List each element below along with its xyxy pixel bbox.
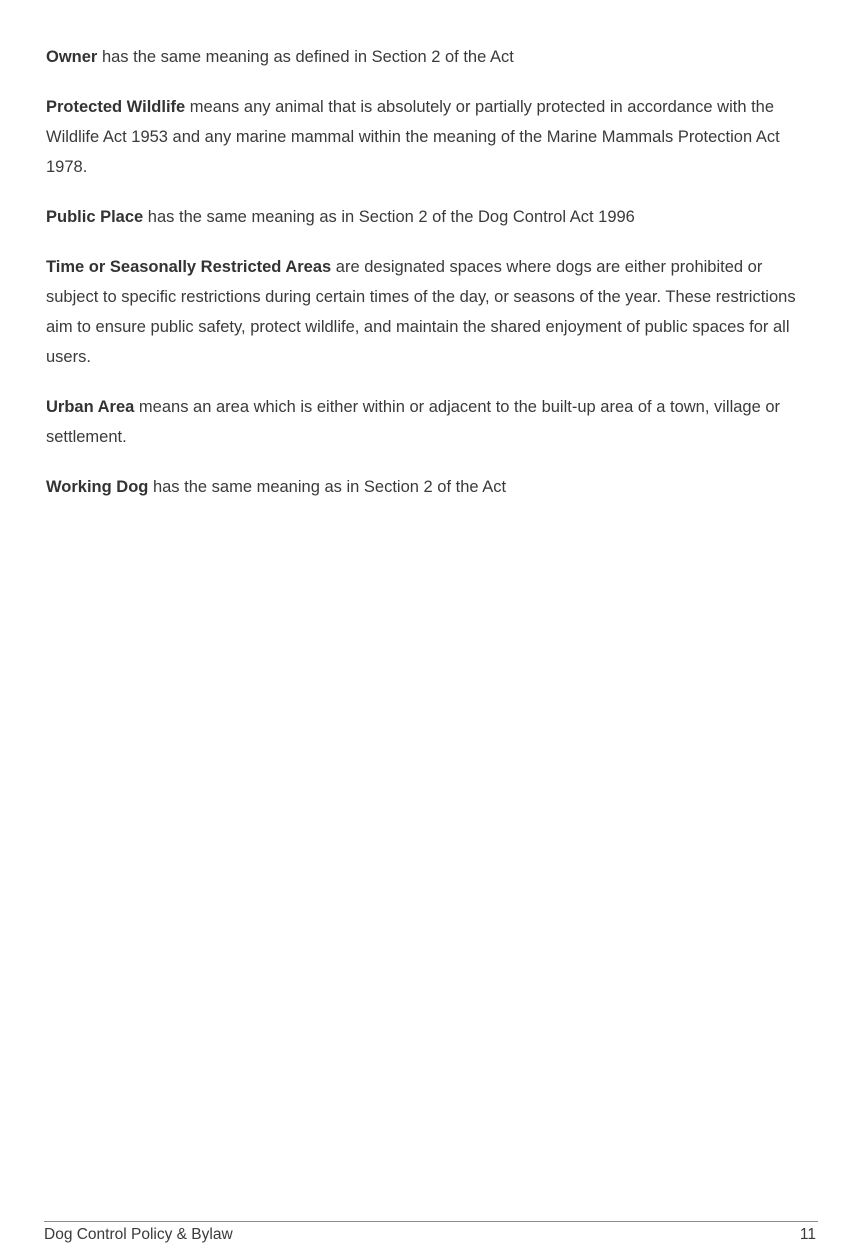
definition-term: Urban Area xyxy=(46,398,135,416)
definition-public-place xyxy=(46,202,818,232)
definition-term: Protected Wildlife xyxy=(46,98,186,116)
definition-term: Public Place xyxy=(46,208,144,226)
definition-text: has the same meaning as defined in Section 2 of the Act xyxy=(97,48,514,66)
page-footer xyxy=(44,1221,818,1245)
definition-term: Time or Seasonally Restricted Areas xyxy=(46,258,332,276)
definition-text: has the same meaning as in Section 2 of the Act xyxy=(148,478,507,496)
definition-term: Owner xyxy=(46,48,98,66)
definition-protected-wildlife xyxy=(46,92,818,182)
definitions-list xyxy=(46,42,818,522)
definition-text: means any animal that is absolutely or partially protected in accordance with the Wildlife Act 1953 and any marine mammal within the meaning of the Marine Mammals Protection Act 1978. xyxy=(46,98,780,176)
definition-text: means an area which is either within or adjacent to the built-up area of a town, village or settlement. xyxy=(46,398,781,446)
definition-restricted-areas xyxy=(46,252,818,372)
definition-term: Working Dog xyxy=(46,478,149,496)
footer-document-title: Dog Control Policy & Bylaw xyxy=(44,1226,233,1243)
definition-working-dog xyxy=(46,472,818,502)
definition-text: has the same meaning as in Section 2 of the Dog Control Act 1996 xyxy=(143,208,635,226)
page-number: 11 xyxy=(799,1226,816,1243)
definition-owner xyxy=(46,42,818,72)
definition-text: are designated spaces where dogs are either prohibited or subject to specific restrictions during certain times of the day, or seasons of the year. These restrictions aim to ensure public safety, protect wildlife, and maintain the shared enjoyment of public spaces for all users. xyxy=(46,258,796,366)
definition-urban-area xyxy=(46,392,818,452)
